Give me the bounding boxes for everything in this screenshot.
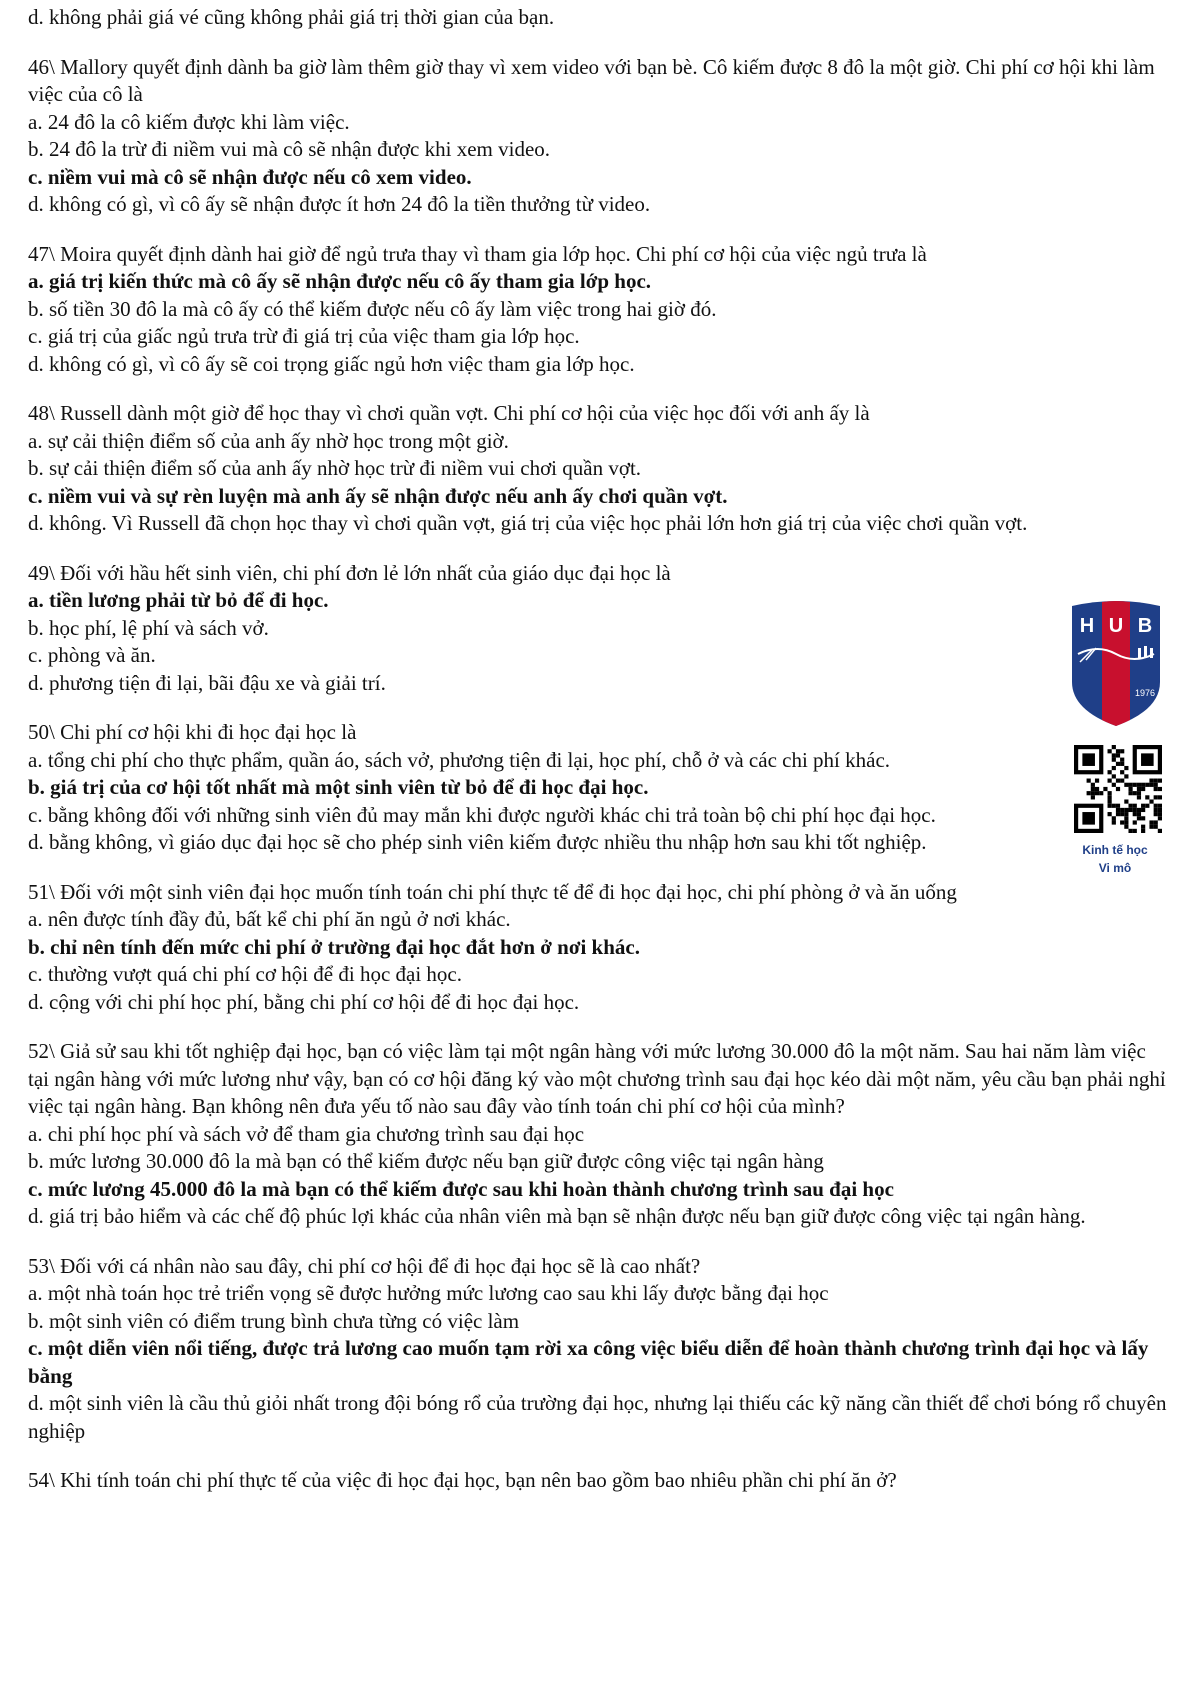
correct-answer-option: c. niềm vui mà cô sẽ nhận được nếu cô xem video. bbox=[28, 164, 472, 189]
block-spacer bbox=[28, 857, 1168, 879]
logo-letter-h: H bbox=[1079, 615, 1095, 637]
answer-option: a. sự cải thiện điểm số của anh ấy nhờ học trong một giờ. bbox=[28, 428, 509, 453]
question-text: 53\ Đối với cá nhân nào sau đây, chi phí cơ hội để đi học đại học sẽ là cao nhất? bbox=[28, 1253, 701, 1278]
answer-option: c. bằng không đối với những sinh viên đủ may mắn khi được người khác chi trả toàn bộ chi phí học đại học. bbox=[28, 802, 936, 827]
question-block bbox=[28, 879, 1168, 1017]
logo-letter-u: U bbox=[1108, 615, 1124, 637]
question-block bbox=[28, 560, 1038, 698]
correct-answer-option: a. tiền lương phải từ bỏ để đi học. bbox=[28, 588, 329, 612]
answer-option: a. nên được tính đầy đủ, bất kể chi phí ăn ngủ ở nơi khác. bbox=[28, 907, 511, 931]
answer-option: d. phương tiện đi lại, bãi đậu xe và giải trí. bbox=[28, 670, 386, 695]
answer-option: b. một sinh viên có điểm trung bình chưa từng có việc làm bbox=[28, 1308, 520, 1333]
answer-option: b. mức lương 30.000 đô la mà bạn có thể kiếm được nếu bạn giữ được công việc tại ngân hàng bbox=[28, 1149, 824, 1173]
block-spacer bbox=[28, 378, 1168, 400]
answer-option: a. một nhà toán học trẻ triển vọng sẽ được hưởng mức lương cao sau khi lấy được bằng đại học bbox=[28, 1281, 829, 1305]
document-body bbox=[28, 4, 1168, 1495]
answer-option: b. số tiền 30 đô la mà cô ấy có thể kiếm được nếu cô ấy làm việc trong hai giờ đó. bbox=[28, 296, 717, 321]
answer-option: d. bằng không, vì giáo dục đại học sẽ cho phép sinh viên kiếm được nhiều thu nhập hơn sau khi tốt nghiệp. bbox=[28, 830, 927, 854]
answer-option: c. giá trị của giấc ngủ trưa trừ đi giá trị của việc tham gia lớp học. bbox=[28, 324, 580, 348]
answer-option: b. sự cải thiện điểm số của anh ấy nhờ học trừ đi niềm vui chơi quần vợt. bbox=[28, 456, 642, 480]
question-block bbox=[28, 54, 1168, 219]
question-block bbox=[28, 241, 1168, 379]
question-text: 50\ Chi phí cơ hội khi đi học đại học là bbox=[28, 720, 357, 744]
block-spacer bbox=[28, 32, 1168, 54]
answer-option: d. không phải giá vé cũng không phải giá trị thời gian của bạn. bbox=[28, 5, 555, 29]
question-block bbox=[28, 4, 1168, 32]
block-spacer bbox=[28, 538, 1168, 560]
hub-shield-icon bbox=[1068, 598, 1164, 730]
correct-answer-option: b. giá trị của cơ hội tốt nhất mà một sinh viên từ bỏ để đi học đại học. bbox=[28, 775, 649, 799]
question-block bbox=[28, 1038, 1168, 1231]
correct-answer-option: b. chỉ nên tính đến mức chi phí ở trường đại học đắt hơn ở nơi khác. bbox=[28, 934, 640, 959]
answer-option: a. chi phí học phí và sách vở để tham gia chương trình sau đại học bbox=[28, 1121, 585, 1146]
question-block bbox=[28, 1253, 1168, 1446]
correct-answer-option: c. niềm vui và sự rèn luyện mà anh ấy sẽ nhận được nếu anh ấy chơi quần vợt. bbox=[28, 483, 728, 508]
question-block bbox=[28, 719, 1038, 857]
answer-option: d. cộng với chi phí học phí, bằng chi phí cơ hội để đi học đại học. bbox=[28, 989, 580, 1014]
answer-option: d. giá trị bảo hiểm và các chế độ phúc lợi khác của nhân viên mà bạn sẽ nhận được nếu bạn giữ được công việc tại ngân hàng. bbox=[28, 1204, 1086, 1228]
correct-answer-option: c. mức lương 45.000 đô la mà bạn có thể kiếm được sau khi hoàn thành chương trình sau đại học bbox=[28, 1176, 894, 1201]
question-text: 52\ Giả sử sau khi tốt nghiệp đại học, bạn có việc làm tại một ngân hàng với mức lương 30.000 đô la một năm. Sau hai năm làm việc tại ngân hàng với mức lương như vậy, bạn có cơ hội đăng ký vào một chương trình sau đại học kéo dài một năm, yêu cầu bạn phải nghỉ việc tại ngân hàng. Bạn không nên đưa yếu tố nào sau đây vào tính toán chi phí cơ hội của mình? bbox=[28, 1039, 1166, 1118]
question-text: 48\ Russell dành một giờ để học thay vì chơi quần vợt. Chi phí cơ hội của việc học đối với anh ấy là bbox=[28, 401, 870, 425]
question-text: 49\ Đối với hầu hết sinh viên, chi phí đơn lẻ lớn nhất của giáo dục đại học là bbox=[28, 560, 671, 585]
correct-answer-option: a. giá trị kiến thức mà cô ấy sẽ nhận được nếu cô ấy tham gia lớp học. bbox=[28, 269, 652, 293]
question-text: 46\ Mallory quyết định dành ba giờ làm thêm giờ thay vì xem video với bạn bè. Cô kiếm được 8 đô la một giờ. Chi phí cơ hội khi làm việc của cô là bbox=[28, 54, 1155, 106]
answer-option: d. một sinh viên là cầu thủ giỏi nhất trong đội bóng rổ của trường đại học, nhưng lại thiếu các kỹ năng cần thiết để chơi bóng rổ chuyên nghiệp bbox=[28, 1391, 1167, 1443]
block-spacer bbox=[28, 1445, 1168, 1467]
answer-option: b. 24 đô la trừ đi niềm vui mà cô sẽ nhận được khi xem video. bbox=[28, 137, 551, 161]
answer-option: d. không có gì, vì cô ấy sẽ nhận được ít hơn 24 đô la tiền thưởng từ video. bbox=[28, 192, 651, 216]
answer-option: b. học phí, lệ phí và sách vở. bbox=[28, 615, 269, 640]
block-spacer bbox=[28, 697, 1168, 719]
answer-option: a. tổng chi phí cho thực phẩm, quần áo, sách vở, phương tiện đi lại, học phí, chỗ ở và các chi phí khác. bbox=[28, 747, 891, 772]
block-spacer bbox=[28, 1016, 1168, 1038]
answer-option: a. 24 đô la cô kiếm được khi làm việc. bbox=[28, 109, 350, 134]
question-text: 47\ Moira quyết định dành hai giờ để ngủ trưa thay vì tham gia lớp học. Chi phí cơ hội của việc ngủ trưa là bbox=[28, 241, 927, 266]
answer-option: d. không. Vì Russell đã chọn học thay vì chơi quần vợt, giá trị của việc học phải lớn hơn giá trị của việc chơi quần vợt. bbox=[28, 511, 1028, 535]
question-text: 51\ Đối với một sinh viên đại học muốn tính toán chi phí thực tế để đi học đại học, chi phí phòng ở và ăn uống bbox=[28, 879, 957, 904]
question-text: 54\ Khi tính toán chi phí thực tế của việc đi học đại học, bạn nên bao gồm bao nhiêu phần chi phí ăn ở? bbox=[28, 1468, 897, 1492]
badge-caption-course: Vi mô bbox=[1098, 861, 1132, 875]
answer-option: d. không có gì, vì cô ấy sẽ coi trọng giấc ngủ hơn việc tham gia lớp học. bbox=[28, 351, 635, 376]
block-spacer bbox=[28, 219, 1168, 241]
qr-code-icon bbox=[1074, 745, 1162, 833]
hub-logo bbox=[1068, 598, 1164, 730]
badge-caption-subject: Kinh tế học bbox=[1082, 843, 1148, 857]
answer-option: c. thường vượt quá chi phí cơ hội để đi học đại học. bbox=[28, 962, 462, 986]
logo-year: 1976 bbox=[1134, 688, 1156, 698]
answer-option: c. phòng và ăn. bbox=[28, 643, 156, 667]
question-block bbox=[28, 400, 1168, 538]
question-block bbox=[28, 1467, 1168, 1495]
block-spacer bbox=[28, 1231, 1168, 1253]
correct-answer-option: c. một diễn viên nổi tiếng, được trả lương cao muốn tạm rời xa công việc biểu diễn để hoàn thành chương trình đại học và lấy bằng bbox=[28, 1336, 1149, 1388]
logo-letter-b: B bbox=[1137, 615, 1153, 637]
